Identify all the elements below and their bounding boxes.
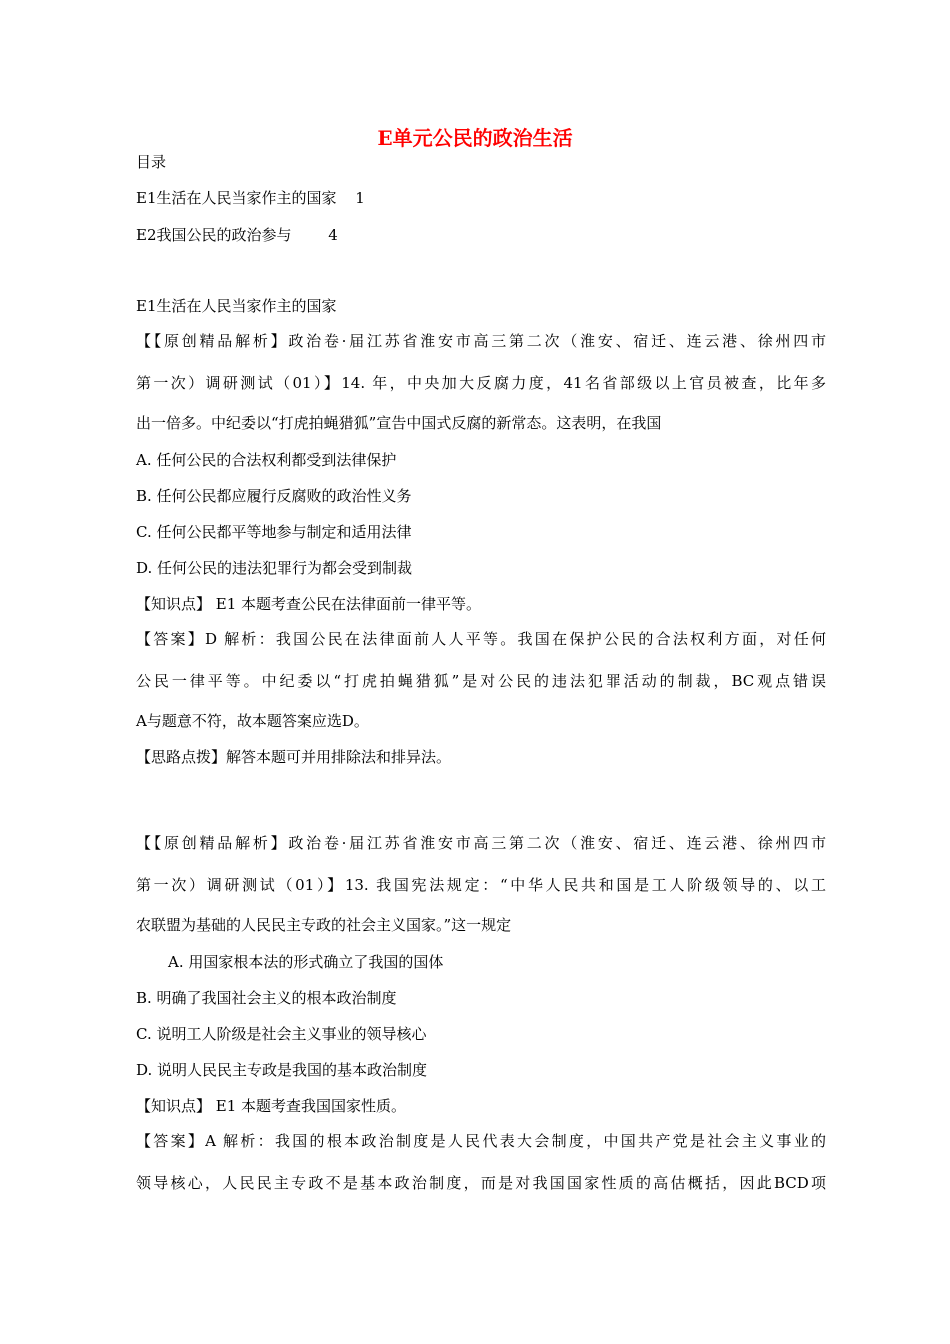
toc-item-page: 1 <box>355 189 365 207</box>
question-2-option-a: A. 用国家根本法的形式确立了我国的国体 <box>168 953 444 971</box>
question-2-answer-line-2: 领导核心，人民民主专政不是基本政治制度，而是对我国国家性质的高估概括，因此BCD项 <box>136 1174 826 1192</box>
question-1-answer-line-2: 公民一律平等。中纪委以“打虎拍蝇猎狐”是对公民的违法犯罪活动的制裁，BC观点错误 <box>136 672 826 690</box>
question-1-option-d: D. 任何公民的违法犯罪行为都会受到制裁 <box>136 559 413 577</box>
toc-item-label: E1生活在人民当家作主的国家 <box>136 189 337 207</box>
question-1-knowledge: 【知识点】 E1 本题考查公民在法律面前一律平等。 <box>136 595 482 613</box>
question-1-option-b: B. 任何公民都应履行反腐败的政治性义务 <box>136 487 412 505</box>
question-2-line-3: 农联盟为基础的人民民主专政的社会主义国家。”这一规定 <box>136 916 512 934</box>
toc-item[interactable] <box>136 188 826 208</box>
document-title: E单元公民的政治生活 <box>377 126 573 150</box>
toc-item-page: 4 <box>328 226 338 244</box>
toc-item[interactable] <box>136 225 826 245</box>
question-1-option-a: A. 任何公民的合法权利都受到法律保护 <box>136 451 397 469</box>
question-1-answer-line-1: 【答案】D 解析：我国公民在法律面前人人平等。我国在保护公民的合法权利方面，对任何 <box>136 630 826 648</box>
question-1-hint: 【思路点拨】解答本题可并用排除法和排异法。 <box>136 748 452 766</box>
question-2-option-b: B. 明确了我国社会主义的根本政治制度 <box>136 989 397 1007</box>
question-2-option-d: D. 说明人民民主专政是我国的基本政治制度 <box>136 1061 428 1079</box>
question-2-line-1: 【【原创精品解析】政治卷·届江苏省淮安市高三第二次（淮安、宿迁、连云港、徐州四市 <box>136 834 826 852</box>
question-2-answer-line-1: 【答案】A 解析：我国的根本政治制度是人民代表大会制度，中国共产党是社会主义事业的 <box>136 1132 826 1150</box>
toc-heading: 目录 <box>136 153 167 171</box>
question-1-line-1: 【【原创精品解析】政治卷·届江苏省淮安市高三第二次（淮安、宿迁、连云港、徐州四市 <box>136 332 826 350</box>
question-1-line-2: 第一次）调研测试（01）】14. 年，中央加大反腐力度，41名省部级以上官员被查，比年多 <box>136 374 826 392</box>
toc-item-label: E2我国公民的政治参与 <box>136 226 292 244</box>
question-2-option-c: C. 说明工人阶级是社会主义事业的领导核心 <box>136 1025 427 1043</box>
question-2-knowledge: 【知识点】 E1 本题考查我国国家性质。 <box>136 1097 407 1115</box>
question-2-line-2: 第一次）调研测试（01）】13. 我国宪法规定：“中华人民共和国是工人阶级领导的、以工 <box>136 876 826 894</box>
question-1-answer-line-3: A与题意不符，故本题答案应选D。 <box>136 712 369 730</box>
section-heading: E1生活在人民当家作主的国家 <box>136 297 337 315</box>
question-1-line-3: 出一倍多。中纪委以“打虎拍蝇猎狐”宣告中国式反腐的新常态。这表明，在我国 <box>136 414 662 432</box>
question-1-option-c: C. 任何公民都平等地参与制定和适用法律 <box>136 523 412 541</box>
